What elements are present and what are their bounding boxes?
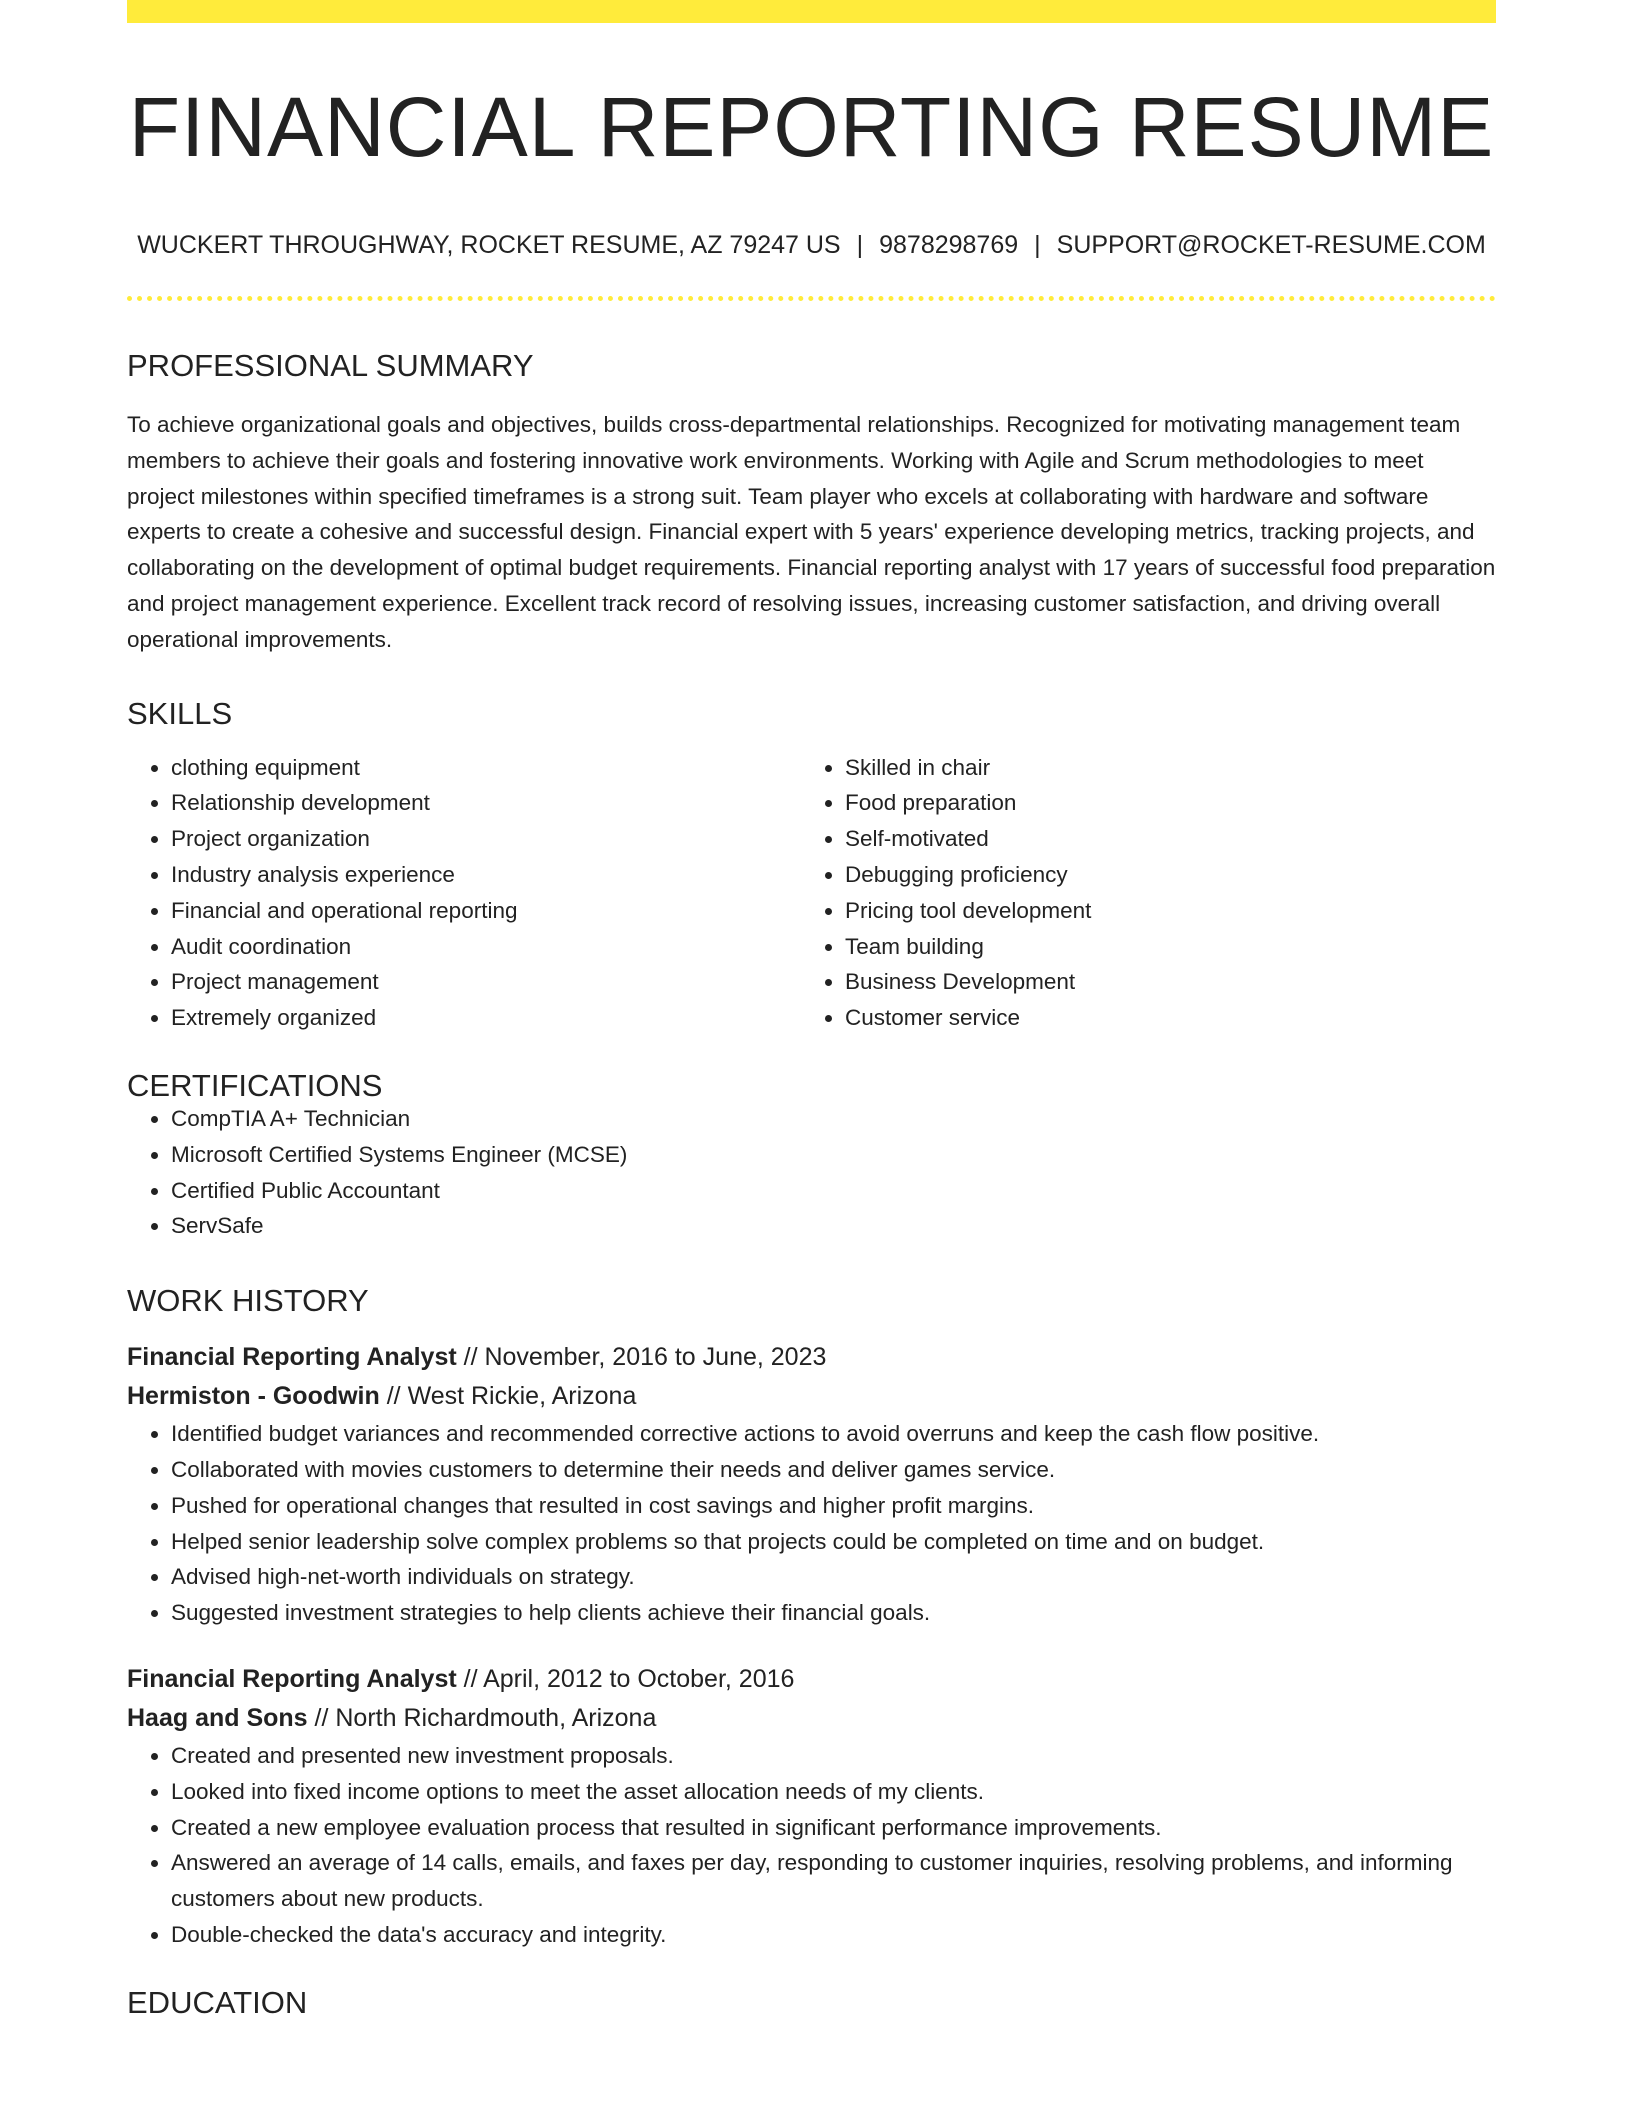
skill-item: • Debugging proficiency [845, 857, 1475, 893]
job-location: // North Richardmouth, Arizona [307, 1703, 657, 1732]
skill-item: • Skilled in chair [845, 750, 1475, 786]
job-bullets [127, 1416, 1496, 1631]
job-entry [127, 1660, 1496, 1953]
skill-item: • Business Development [845, 964, 1475, 1000]
job-company: Haag and Sons [127, 1703, 308, 1732]
education-heading: EDUCATION [127, 1984, 308, 2020]
skill-item: • Team building [845, 929, 1475, 965]
skill-item: • clothing equipment [171, 750, 801, 786]
dotted-divider [127, 296, 1496, 301]
job-bullet: • Advised high-net-worth individuals on strategy. [171, 1559, 1496, 1595]
skill-item: • Extremely organized [171, 1000, 801, 1036]
job-title: Financial Reporting Analyst [127, 1343, 457, 1372]
skill-item: • Audit coordination [171, 929, 801, 965]
skills-list-left [127, 750, 801, 1036]
skill-item: • Customer service [845, 1000, 1475, 1036]
skill-item: • Industry analysis experience [171, 857, 801, 893]
contact-address: WUCKERT THROUGHWAY, ROCKET RESUME, AZ 79247 US [137, 231, 841, 259]
top-accent-bar [127, 0, 1496, 23]
job-company-line [127, 1377, 1496, 1416]
skill-item: • Food preparation [845, 785, 1475, 821]
skills-column-left [127, 750, 801, 1036]
certifications-list [127, 1101, 1496, 1244]
job-bullet: • Created a new employee evaluation process that resulted in significant performance improvements. [171, 1810, 1496, 1846]
skill-item: • Pricing tool development [845, 893, 1475, 929]
certification-item: • Certified Public Accountant [171, 1173, 1496, 1209]
skill-item: • Project management [171, 964, 801, 1000]
job-location: // West Rickie, Arizona [379, 1382, 637, 1411]
summary-text: To achieve organizational goals and objectives, builds cross-departmental relationships. Recognized for motivating management team members to achieve their goals and fostering innovative work environments. Working with Agile and Scrum methodologies to meet project milestones within specified timeframes is a strong suit. Team player who excels at collaborating with hardware and software experts to create a cohesive and successful design. Financial expert with 5 years' experience developing metrics, tracking projects, and collaborating on the development of optimal budget requirements. Financial reporting analyst with 17 years of successful food preparation and project management experience. Excellent track record of resolving issues, increasing customer satisfaction, and driving overall operational improvements. [127, 412, 1496, 652]
skills-column-right [801, 750, 1475, 1036]
skill-item: • Self-motivated [845, 821, 1475, 857]
skills-heading: SKILLS [127, 695, 233, 731]
contact-line [127, 233, 1496, 258]
job-title: Financial Reporting Analyst [127, 1664, 457, 1693]
job-bullet: • Pushed for operational changes that resulted in cost savings and higher profit margins. [171, 1488, 1496, 1524]
skills-list-right [801, 750, 1475, 1036]
certification-item: • Microsoft Certified Systems Engineer (MCSE) [171, 1137, 1496, 1173]
skill-item: • Project organization [171, 821, 801, 857]
job-bullet: • Helped senior leadership solve complex problems so that projects could be completed on time and on budget. [171, 1524, 1496, 1560]
resume-page [127, 0, 1496, 2018]
job-dates: // November, 2016 to June, 2023 [456, 1343, 827, 1372]
job-bullet: • Identified budget variances and recommended corrective actions to avoid overruns and keep the cash flow positive. [171, 1416, 1496, 1452]
job-dates: // April, 2012 to October, 2016 [456, 1664, 795, 1693]
job-bullet: • Double-checked the data's accuracy and integrity. [171, 1917, 1496, 1953]
skill-item: • Relationship development [171, 785, 801, 821]
job-company: Hermiston - Goodwin [127, 1382, 380, 1411]
skills-grid [127, 750, 1496, 1036]
contact-separator: | [1034, 231, 1041, 259]
summary-heading: PROFESSIONAL SUMMARY [127, 348, 534, 383]
contact-separator: | [856, 231, 864, 259]
contact-email: SUPPORT@ROCKET-RESUME.COM [1056, 231, 1486, 259]
certifications-heading: CERTIFICATIONS [127, 1067, 383, 1103]
job-entry [127, 1338, 1496, 1631]
job-bullet: • Answered an average of 14 calls, emails, and faxes per day, responding to customer inquiries, resolving problems, and informing customers about new products. [171, 1845, 1496, 1917]
job-title-line [127, 1338, 1496, 1377]
certification-item: • CompTIA A+ Technician [171, 1101, 1496, 1137]
job-bullet: • Created and presented new investment proposals. [171, 1738, 1496, 1774]
skill-item: • Financial and operational reporting [171, 893, 801, 929]
job-title-line [127, 1660, 1496, 1699]
job-bullet: • Collaborated with movies customers to determine their needs and deliver games service. [171, 1452, 1496, 1488]
job-company-line [127, 1699, 1496, 1738]
resume-title: FINANCIAL REPORTING RESUME [128, 80, 1495, 174]
job-bullet: • Suggested investment strategies to help clients achieve their financial goals. [171, 1595, 1496, 1631]
work-history-heading: WORK HISTORY [127, 1283, 369, 1319]
job-bullet: • Looked into fixed income options to meet the asset allocation needs of my clients. [171, 1774, 1496, 1810]
certification-item: • ServSafe [171, 1208, 1496, 1244]
job-bullets [127, 1738, 1496, 1953]
contact-phone: 9878298769 [879, 231, 1019, 259]
